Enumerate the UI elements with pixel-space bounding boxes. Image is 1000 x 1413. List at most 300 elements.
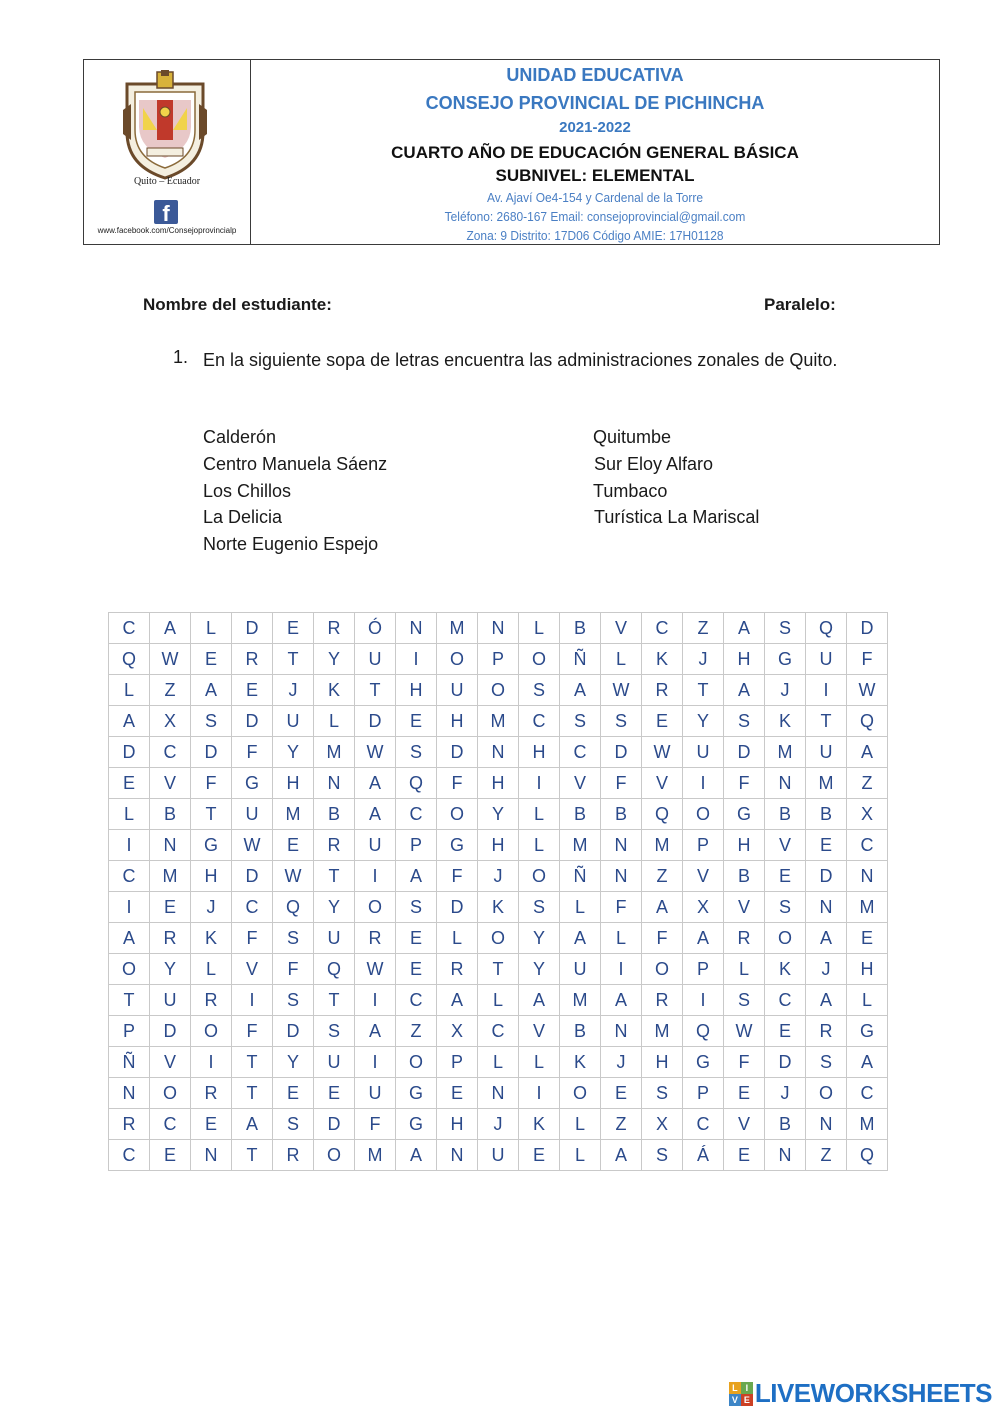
grid-cell[interactable]: Y <box>314 892 355 923</box>
grid-cell[interactable]: K <box>478 892 519 923</box>
grid-cell[interactable]: E <box>765 861 806 892</box>
grid-cell[interactable]: T <box>478 954 519 985</box>
grid-cell[interactable]: Y <box>150 954 191 985</box>
grid-cell[interactable]: H <box>437 1109 478 1140</box>
grid-cell[interactable]: E <box>191 1109 232 1140</box>
grid-cell[interactable]: U <box>560 954 601 985</box>
grid-cell[interactable]: P <box>478 644 519 675</box>
grid-cell[interactable]: U <box>437 675 478 706</box>
grid-cell[interactable]: S <box>396 892 437 923</box>
grid-cell[interactable]: Q <box>314 954 355 985</box>
grid-cell[interactable]: S <box>642 1140 683 1171</box>
grid-cell[interactable]: O <box>478 923 519 954</box>
grid-cell[interactable]: R <box>724 923 765 954</box>
grid-cell[interactable]: Q <box>847 706 888 737</box>
grid-cell[interactable]: V <box>642 768 683 799</box>
grid-cell[interactable]: L <box>437 923 478 954</box>
grid-cell[interactable]: S <box>765 892 806 923</box>
grid-cell[interactable]: V <box>150 1047 191 1078</box>
grid-cell[interactable]: N <box>109 1078 150 1109</box>
grid-cell[interactable]: P <box>683 1078 724 1109</box>
grid-cell[interactable]: N <box>478 737 519 768</box>
grid-cell[interactable]: A <box>806 923 847 954</box>
grid-cell[interactable]: E <box>314 1078 355 1109</box>
grid-cell[interactable]: Y <box>314 644 355 675</box>
grid-cell[interactable]: H <box>191 861 232 892</box>
grid-cell[interactable]: N <box>396 613 437 644</box>
grid-cell[interactable]: W <box>150 644 191 675</box>
grid-cell[interactable]: I <box>519 768 560 799</box>
grid-cell[interactable]: Ñ <box>560 861 601 892</box>
grid-cell[interactable]: V <box>232 954 273 985</box>
grid-cell[interactable]: D <box>314 1109 355 1140</box>
grid-cell[interactable]: A <box>847 1047 888 1078</box>
grid-cell[interactable]: Y <box>683 706 724 737</box>
grid-cell[interactable]: C <box>478 1016 519 1047</box>
grid-cell[interactable]: U <box>314 923 355 954</box>
grid-cell[interactable]: L <box>519 830 560 861</box>
grid-cell[interactable]: J <box>273 675 314 706</box>
grid-cell[interactable]: B <box>601 799 642 830</box>
grid-cell[interactable]: T <box>232 1078 273 1109</box>
grid-cell[interactable]: D <box>191 737 232 768</box>
grid-cell[interactable]: L <box>191 954 232 985</box>
grid-cell[interactable]: G <box>724 799 765 830</box>
grid-cell[interactable]: J <box>806 954 847 985</box>
grid-cell[interactable]: T <box>314 861 355 892</box>
grid-cell[interactable]: O <box>519 644 560 675</box>
grid-cell[interactable]: N <box>191 1140 232 1171</box>
grid-cell[interactable]: K <box>765 954 806 985</box>
grid-cell[interactable]: Ñ <box>560 644 601 675</box>
grid-cell[interactable]: A <box>519 985 560 1016</box>
grid-cell[interactable]: M <box>847 1109 888 1140</box>
grid-cell[interactable]: H <box>478 768 519 799</box>
grid-cell[interactable]: D <box>232 706 273 737</box>
grid-cell[interactable]: W <box>601 675 642 706</box>
grid-cell[interactable]: C <box>109 861 150 892</box>
grid-cell[interactable]: M <box>355 1140 396 1171</box>
grid-cell[interactable]: U <box>314 1047 355 1078</box>
grid-cell[interactable]: V <box>724 1109 765 1140</box>
grid-cell[interactable]: A <box>560 923 601 954</box>
grid-cell[interactable]: I <box>683 985 724 1016</box>
grid-cell[interactable]: A <box>724 675 765 706</box>
grid-cell[interactable]: P <box>109 1016 150 1047</box>
grid-cell[interactable]: S <box>560 706 601 737</box>
grid-cell[interactable]: N <box>478 613 519 644</box>
grid-cell[interactable]: A <box>560 675 601 706</box>
grid-cell[interactable]: L <box>847 985 888 1016</box>
grid-cell[interactable]: X <box>642 1109 683 1140</box>
grid-cell[interactable]: E <box>437 1078 478 1109</box>
grid-cell[interactable]: J <box>191 892 232 923</box>
grid-cell[interactable]: E <box>765 1016 806 1047</box>
grid-cell[interactable]: I <box>519 1078 560 1109</box>
grid-cell[interactable]: E <box>396 954 437 985</box>
grid-cell[interactable]: L <box>601 644 642 675</box>
grid-cell[interactable]: U <box>273 706 314 737</box>
grid-cell[interactable]: O <box>314 1140 355 1171</box>
grid-cell[interactable]: E <box>273 1078 314 1109</box>
grid-cell[interactable]: U <box>806 737 847 768</box>
grid-cell[interactable]: R <box>191 1078 232 1109</box>
grid-cell[interactable]: D <box>601 737 642 768</box>
grid-cell[interactable]: B <box>560 799 601 830</box>
grid-cell[interactable]: Y <box>519 923 560 954</box>
grid-cell[interactable]: A <box>232 1109 273 1140</box>
grid-cell[interactable]: Z <box>642 861 683 892</box>
grid-cell[interactable]: P <box>396 830 437 861</box>
grid-cell[interactable]: C <box>396 799 437 830</box>
grid-cell[interactable]: Q <box>109 644 150 675</box>
grid-cell[interactable]: T <box>806 706 847 737</box>
grid-cell[interactable]: B <box>560 613 601 644</box>
grid-cell[interactable]: S <box>519 892 560 923</box>
grid-cell[interactable]: M <box>765 737 806 768</box>
grid-cell[interactable]: J <box>478 861 519 892</box>
grid-cell[interactable]: R <box>232 644 273 675</box>
grid-cell[interactable]: S <box>191 706 232 737</box>
grid-cell[interactable]: N <box>806 1109 847 1140</box>
grid-cell[interactable]: L <box>191 613 232 644</box>
grid-cell[interactable]: A <box>437 985 478 1016</box>
grid-cell[interactable]: N <box>478 1078 519 1109</box>
grid-cell[interactable]: Y <box>478 799 519 830</box>
grid-cell[interactable]: J <box>478 1109 519 1140</box>
grid-cell[interactable]: E <box>847 923 888 954</box>
grid-cell[interactable]: C <box>847 830 888 861</box>
grid-cell[interactable]: Q <box>396 768 437 799</box>
grid-cell[interactable]: H <box>437 706 478 737</box>
grid-cell[interactable]: R <box>355 923 396 954</box>
grid-cell[interactable]: W <box>724 1016 765 1047</box>
grid-cell[interactable]: V <box>765 830 806 861</box>
grid-cell[interactable]: A <box>601 985 642 1016</box>
grid-cell[interactable]: H <box>478 830 519 861</box>
grid-cell[interactable]: I <box>683 768 724 799</box>
grid-cell[interactable]: K <box>765 706 806 737</box>
grid-cell[interactable]: R <box>314 830 355 861</box>
grid-cell[interactable]: A <box>847 737 888 768</box>
grid-cell[interactable]: R <box>806 1016 847 1047</box>
grid-cell[interactable]: I <box>601 954 642 985</box>
grid-cell[interactable]: K <box>191 923 232 954</box>
grid-cell[interactable]: F <box>437 861 478 892</box>
grid-cell[interactable]: R <box>150 923 191 954</box>
grid-cell[interactable]: Z <box>806 1140 847 1171</box>
grid-cell[interactable]: A <box>396 1140 437 1171</box>
grid-cell[interactable]: W <box>355 737 396 768</box>
grid-cell[interactable]: B <box>806 799 847 830</box>
grid-cell[interactable]: F <box>601 768 642 799</box>
grid-cell[interactable]: S <box>724 706 765 737</box>
grid-cell[interactable]: M <box>642 830 683 861</box>
grid-cell[interactable]: D <box>232 861 273 892</box>
grid-cell[interactable]: Q <box>683 1016 724 1047</box>
grid-cell[interactable]: U <box>806 644 847 675</box>
grid-cell[interactable]: Q <box>273 892 314 923</box>
grid-cell[interactable]: E <box>273 830 314 861</box>
grid-cell[interactable]: M <box>478 706 519 737</box>
grid-cell[interactable]: F <box>642 923 683 954</box>
grid-cell[interactable]: T <box>191 799 232 830</box>
grid-cell[interactable]: D <box>150 1016 191 1047</box>
grid-cell[interactable]: T <box>232 1047 273 1078</box>
grid-cell[interactable]: F <box>355 1109 396 1140</box>
grid-cell[interactable]: N <box>601 861 642 892</box>
grid-cell[interactable]: I <box>806 675 847 706</box>
grid-cell[interactable]: U <box>150 985 191 1016</box>
grid-cell[interactable]: I <box>396 644 437 675</box>
grid-cell[interactable]: F <box>847 644 888 675</box>
grid-cell[interactable]: Á <box>683 1140 724 1171</box>
grid-cell[interactable]: I <box>355 861 396 892</box>
grid-cell[interactable]: N <box>601 830 642 861</box>
grid-cell[interactable]: N <box>314 768 355 799</box>
grid-cell[interactable]: Z <box>396 1016 437 1047</box>
grid-cell[interactable]: I <box>355 985 396 1016</box>
grid-cell[interactable]: O <box>355 892 396 923</box>
grid-cell[interactable]: G <box>437 830 478 861</box>
grid-cell[interactable]: S <box>273 923 314 954</box>
grid-cell[interactable]: I <box>191 1047 232 1078</box>
grid-cell[interactable]: F <box>273 954 314 985</box>
grid-cell[interactable]: J <box>765 1078 806 1109</box>
grid-cell[interactable]: E <box>806 830 847 861</box>
grid-cell[interactable]: E <box>109 768 150 799</box>
grid-cell[interactable]: C <box>560 737 601 768</box>
grid-cell[interactable]: M <box>806 768 847 799</box>
grid-cell[interactable]: D <box>765 1047 806 1078</box>
grid-cell[interactable]: E <box>396 923 437 954</box>
grid-cell[interactable]: J <box>683 644 724 675</box>
grid-cell[interactable]: O <box>642 954 683 985</box>
grid-cell[interactable]: O <box>109 954 150 985</box>
grid-cell[interactable]: M <box>560 830 601 861</box>
grid-cell[interactable]: C <box>150 1109 191 1140</box>
grid-cell[interactable]: H <box>724 830 765 861</box>
grid-cell[interactable]: C <box>109 613 150 644</box>
grid-cell[interactable]: F <box>724 1047 765 1078</box>
grid-cell[interactable]: C <box>847 1078 888 1109</box>
grid-cell[interactable]: A <box>724 613 765 644</box>
grid-cell[interactable]: C <box>765 985 806 1016</box>
grid-cell[interactable]: T <box>314 985 355 1016</box>
grid-cell[interactable]: A <box>601 1140 642 1171</box>
grid-cell[interactable]: F <box>437 768 478 799</box>
grid-cell[interactable]: N <box>601 1016 642 1047</box>
grid-cell[interactable]: R <box>642 675 683 706</box>
grid-cell[interactable]: E <box>601 1078 642 1109</box>
grid-cell[interactable]: G <box>396 1109 437 1140</box>
grid-cell[interactable]: F <box>232 923 273 954</box>
grid-cell[interactable]: R <box>109 1109 150 1140</box>
grid-cell[interactable]: O <box>683 799 724 830</box>
grid-cell[interactable]: Z <box>847 768 888 799</box>
grid-cell[interactable]: Ñ <box>109 1047 150 1078</box>
grid-cell[interactable]: K <box>314 675 355 706</box>
grid-cell[interactable]: O <box>437 644 478 675</box>
grid-cell[interactable]: S <box>273 1109 314 1140</box>
grid-cell[interactable]: V <box>150 768 191 799</box>
grid-cell[interactable]: M <box>642 1016 683 1047</box>
grid-cell[interactable]: E <box>396 706 437 737</box>
grid-cell[interactable]: S <box>519 675 560 706</box>
grid-cell[interactable]: T <box>109 985 150 1016</box>
grid-cell[interactable]: L <box>519 613 560 644</box>
grid-cell[interactable]: P <box>683 830 724 861</box>
grid-cell[interactable]: P <box>683 954 724 985</box>
grid-cell[interactable]: M <box>314 737 355 768</box>
grid-cell[interactable]: L <box>724 954 765 985</box>
grid-cell[interactable]: R <box>437 954 478 985</box>
grid-cell[interactable]: L <box>601 923 642 954</box>
grid-cell[interactable]: A <box>150 613 191 644</box>
grid-cell[interactable]: D <box>437 737 478 768</box>
grid-cell[interactable]: V <box>724 892 765 923</box>
grid-cell[interactable]: N <box>150 830 191 861</box>
grid-cell[interactable]: V <box>683 861 724 892</box>
grid-cell[interactable]: V <box>519 1016 560 1047</box>
grid-cell[interactable]: M <box>273 799 314 830</box>
grid-cell[interactable]: O <box>765 923 806 954</box>
grid-cell[interactable]: R <box>191 985 232 1016</box>
grid-cell[interactable]: R <box>642 985 683 1016</box>
grid-cell[interactable]: Q <box>847 1140 888 1171</box>
grid-cell[interactable]: D <box>273 1016 314 1047</box>
grid-cell[interactable]: G <box>191 830 232 861</box>
grid-cell[interactable]: H <box>396 675 437 706</box>
grid-cell[interactable]: N <box>806 892 847 923</box>
grid-cell[interactable]: J <box>765 675 806 706</box>
grid-cell[interactable]: A <box>355 799 396 830</box>
grid-cell[interactable]: U <box>355 1078 396 1109</box>
grid-cell[interactable]: M <box>847 892 888 923</box>
grid-cell[interactable]: E <box>273 613 314 644</box>
grid-cell[interactable]: Z <box>601 1109 642 1140</box>
grid-cell[interactable]: E <box>724 1140 765 1171</box>
grid-cell[interactable]: L <box>519 799 560 830</box>
grid-cell[interactable]: L <box>560 1140 601 1171</box>
grid-cell[interactable]: L <box>109 675 150 706</box>
grid-cell[interactable]: U <box>355 830 396 861</box>
grid-cell[interactable]: Y <box>273 1047 314 1078</box>
grid-cell[interactable]: O <box>560 1078 601 1109</box>
grid-cell[interactable]: F <box>232 1016 273 1047</box>
grid-cell[interactable]: K <box>642 644 683 675</box>
grid-cell[interactable]: D <box>847 613 888 644</box>
grid-cell[interactable]: S <box>765 613 806 644</box>
grid-cell[interactable]: B <box>150 799 191 830</box>
grid-cell[interactable]: F <box>601 892 642 923</box>
grid-cell[interactable]: H <box>519 737 560 768</box>
grid-cell[interactable]: K <box>519 1109 560 1140</box>
grid-cell[interactable]: I <box>232 985 273 1016</box>
grid-cell[interactable]: E <box>519 1140 560 1171</box>
grid-cell[interactable]: W <box>232 830 273 861</box>
grid-cell[interactable]: Q <box>642 799 683 830</box>
grid-cell[interactable]: X <box>683 892 724 923</box>
grid-cell[interactable]: U <box>683 737 724 768</box>
grid-cell[interactable]: C <box>683 1109 724 1140</box>
grid-cell[interactable]: G <box>765 644 806 675</box>
grid-cell[interactable]: A <box>683 923 724 954</box>
grid-cell[interactable]: S <box>273 985 314 1016</box>
grid-cell[interactable]: B <box>314 799 355 830</box>
grid-cell[interactable]: Z <box>683 613 724 644</box>
grid-cell[interactable]: D <box>724 737 765 768</box>
grid-cell[interactable]: Y <box>519 954 560 985</box>
grid-cell[interactable]: S <box>806 1047 847 1078</box>
grid-cell[interactable]: O <box>478 675 519 706</box>
grid-cell[interactable]: U <box>478 1140 519 1171</box>
grid-cell[interactable]: H <box>847 954 888 985</box>
grid-cell[interactable]: M <box>437 613 478 644</box>
grid-cell[interactable]: N <box>847 861 888 892</box>
grid-cell[interactable]: O <box>519 861 560 892</box>
grid-cell[interactable]: A <box>396 861 437 892</box>
grid-cell[interactable]: E <box>150 892 191 923</box>
grid-cell[interactable]: X <box>437 1016 478 1047</box>
grid-cell[interactable]: S <box>724 985 765 1016</box>
grid-cell[interactable]: D <box>109 737 150 768</box>
grid-cell[interactable]: T <box>273 644 314 675</box>
grid-cell[interactable]: A <box>191 675 232 706</box>
grid-cell[interactable]: O <box>806 1078 847 1109</box>
grid-cell[interactable]: L <box>560 892 601 923</box>
grid-cell[interactable]: T <box>683 675 724 706</box>
grid-cell[interactable]: S <box>314 1016 355 1047</box>
grid-cell[interactable]: A <box>355 1016 396 1047</box>
grid-cell[interactable]: I <box>109 892 150 923</box>
grid-cell[interactable]: G <box>683 1047 724 1078</box>
grid-cell[interactable]: A <box>109 923 150 954</box>
facebook-url[interactable]: www.facebook.com/Consejoprovincialp <box>97 226 237 235</box>
grid-cell[interactable]: U <box>355 644 396 675</box>
grid-cell[interactable]: R <box>273 1140 314 1171</box>
grid-cell[interactable]: K <box>560 1047 601 1078</box>
grid-cell[interactable]: C <box>642 613 683 644</box>
grid-cell[interactable]: D <box>355 706 396 737</box>
grid-cell[interactable]: G <box>847 1016 888 1047</box>
grid-cell[interactable]: O <box>396 1047 437 1078</box>
grid-cell[interactable]: H <box>642 1047 683 1078</box>
grid-cell[interactable]: L <box>519 1047 560 1078</box>
grid-cell[interactable]: B <box>765 1109 806 1140</box>
grid-cell[interactable]: B <box>724 861 765 892</box>
grid-cell[interactable]: I <box>355 1047 396 1078</box>
grid-cell[interactable]: G <box>232 768 273 799</box>
grid-cell[interactable]: L <box>314 706 355 737</box>
grid-cell[interactable]: W <box>273 861 314 892</box>
grid-cell[interactable]: W <box>642 737 683 768</box>
grid-cell[interactable]: A <box>355 768 396 799</box>
grid-cell[interactable]: E <box>642 706 683 737</box>
grid-cell[interactable]: Z <box>150 675 191 706</box>
grid-cell[interactable]: B <box>765 799 806 830</box>
grid-cell[interactable]: S <box>396 737 437 768</box>
grid-cell[interactable]: S <box>601 706 642 737</box>
grid-cell[interactable]: B <box>560 1016 601 1047</box>
grid-cell[interactable]: I <box>109 830 150 861</box>
grid-cell[interactable]: A <box>642 892 683 923</box>
grid-cell[interactable]: T <box>232 1140 273 1171</box>
grid-cell[interactable]: N <box>437 1140 478 1171</box>
grid-cell[interactable]: E <box>150 1140 191 1171</box>
grid-cell[interactable]: W <box>355 954 396 985</box>
grid-cell[interactable]: F <box>232 737 273 768</box>
